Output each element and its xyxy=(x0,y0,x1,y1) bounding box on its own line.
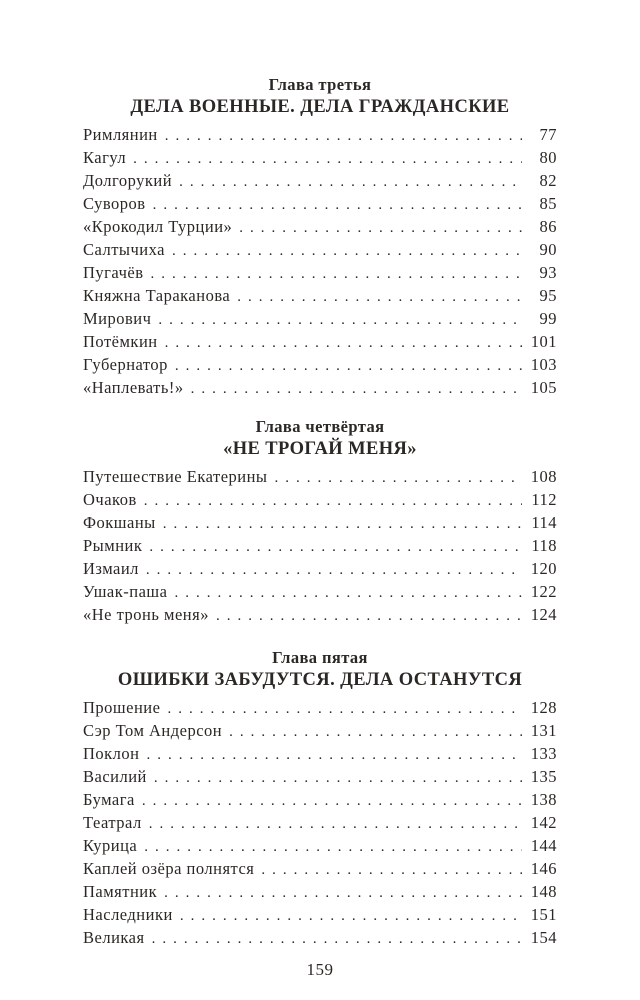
toc-entry-label: Губернатор xyxy=(83,355,168,374)
toc-entry-label: Долгорукий xyxy=(83,171,173,190)
toc-entry-page-number: 120 xyxy=(530,559,557,578)
chapter-heading: Глава пятая xyxy=(272,648,368,667)
dot-leader xyxy=(133,147,522,170)
toc-entry-page-number: 82 xyxy=(539,171,557,190)
dot-leader xyxy=(175,354,522,377)
toc-entry-label: Княжна Тараканова xyxy=(83,286,231,305)
table-of-contents xyxy=(83,75,557,950)
toc-entry-row xyxy=(83,308,557,331)
dot-leader xyxy=(191,377,522,400)
toc-entry-label: «Наплевать!» xyxy=(83,378,184,397)
dot-leader xyxy=(142,789,522,812)
toc-entry-row xyxy=(83,354,557,377)
toc-entry-label: Мирович xyxy=(83,309,152,328)
toc-entry-label: Бумага xyxy=(83,790,135,809)
toc-entry-page-number: 108 xyxy=(530,467,557,486)
toc-entry-row xyxy=(83,193,557,216)
toc-entry-label: Кагул xyxy=(83,148,127,167)
dot-leader xyxy=(149,812,522,835)
toc-entry-page-number: 95 xyxy=(539,286,557,305)
toc-entry-row xyxy=(83,743,557,766)
chapter-title: «НЕ ТРОГАЙ МЕНЯ» xyxy=(223,439,417,459)
toc-entry-list xyxy=(83,124,557,400)
toc-entry-label: Прошение xyxy=(83,698,161,717)
toc-entry-page-number: 131 xyxy=(530,721,557,740)
toc-entry-page-number: 118 xyxy=(531,536,557,555)
toc-entry-label: Измаил xyxy=(83,559,139,578)
toc-entry-row xyxy=(83,858,557,881)
toc-entry-page-number: 154 xyxy=(530,928,557,947)
toc-entry-row xyxy=(83,124,557,147)
toc-entry-row xyxy=(83,512,557,535)
toc-entry-page-number: 90 xyxy=(539,240,557,259)
toc-entry-list xyxy=(83,466,557,627)
toc-entry-page-number: 122 xyxy=(530,582,557,601)
dot-leader xyxy=(152,927,522,950)
toc-entry-label: Фокшаны xyxy=(83,513,156,532)
dot-leader xyxy=(146,558,522,581)
toc-entry-label: Путешествие Екатерины xyxy=(83,467,268,486)
dot-leader xyxy=(164,881,522,904)
toc-entry-label: Великая xyxy=(83,928,145,947)
toc-entry-row xyxy=(83,904,557,927)
toc-entry-row xyxy=(83,789,557,812)
toc-entry-row xyxy=(83,812,557,835)
toc-entry-page-number: 148 xyxy=(530,882,557,901)
toc-entry-row xyxy=(83,697,557,720)
toc-entry-row xyxy=(83,558,557,581)
toc-entry-row xyxy=(83,285,557,308)
toc-entry-label: «Не тронь меня» xyxy=(83,605,209,624)
dot-leader xyxy=(144,835,522,858)
dot-leader xyxy=(179,170,522,193)
toc-entry-label: Поклон xyxy=(83,744,140,763)
toc-entry-label: Ушак-паша xyxy=(83,582,168,601)
dot-leader xyxy=(167,697,522,720)
toc-entry-row xyxy=(83,170,557,193)
toc-entry-row xyxy=(83,881,557,904)
toc-entry-row xyxy=(83,147,557,170)
toc-entry-page-number: 112 xyxy=(531,490,557,509)
toc-entry-label: Театрал xyxy=(83,813,142,832)
toc-entry-label: Рымник xyxy=(83,536,143,555)
chapter-title: ДЕЛА ВОЕННЫЕ. ДЕЛА ГРАЖДАНСКИЕ xyxy=(130,97,510,117)
toc-section xyxy=(83,75,557,400)
toc-entry-row xyxy=(83,262,557,285)
toc-entry-page-number: 146 xyxy=(530,859,557,878)
toc-entry-label: Каплей озёра полнятся xyxy=(83,859,255,878)
toc-entry-page-number: 77 xyxy=(539,125,557,144)
toc-entry-label: Курица xyxy=(83,836,138,855)
toc-entry-page-number: 99 xyxy=(539,309,557,328)
toc-entry-row xyxy=(83,239,557,262)
dot-leader xyxy=(275,466,522,489)
toc-entry-page-number: 144 xyxy=(530,836,557,855)
toc-entry-page-number: 93 xyxy=(539,263,557,282)
toc-entry-row xyxy=(83,835,557,858)
toc-entry-row xyxy=(83,331,557,354)
toc-entry-row xyxy=(83,466,557,489)
dot-leader xyxy=(163,512,522,535)
dot-leader xyxy=(144,489,522,512)
toc-entry-page-number: 114 xyxy=(531,513,557,532)
dot-leader xyxy=(165,331,522,354)
toc-entry-page-number: 124 xyxy=(530,605,557,624)
toc-entry-page-number: 85 xyxy=(539,194,557,213)
dot-leader xyxy=(149,535,522,558)
chapter-heading: Глава четвёртая xyxy=(255,417,385,436)
dot-leader xyxy=(165,124,522,147)
toc-entry-page-number: 80 xyxy=(539,148,557,167)
dot-leader xyxy=(147,743,523,766)
toc-entry-label: Памятник xyxy=(83,882,158,901)
toc-entry-label: Пугачёв xyxy=(83,263,144,282)
toc-entry-page-number: 138 xyxy=(530,790,557,809)
toc-entry-label: Салтычиха xyxy=(83,240,165,259)
dot-leader xyxy=(158,308,522,331)
folio-page-number: 159 xyxy=(306,960,334,979)
dot-leader xyxy=(237,285,522,308)
toc-entry-page-number: 133 xyxy=(530,744,557,763)
dot-leader xyxy=(172,239,522,262)
toc-entry-label: Василий xyxy=(83,767,147,786)
toc-entry-label: Сэр Том Андерсон xyxy=(83,721,223,740)
toc-entry-list xyxy=(83,697,557,950)
toc-section xyxy=(83,648,557,950)
toc-entry-row xyxy=(83,766,557,789)
toc-entry-row xyxy=(83,927,557,950)
dot-leader xyxy=(153,193,522,216)
toc-entry-row xyxy=(83,581,557,604)
toc-entry-label: Наследники xyxy=(83,905,173,924)
toc-entry-page-number: 135 xyxy=(530,767,557,786)
dot-leader xyxy=(174,581,522,604)
page-footer xyxy=(0,959,640,981)
toc-section xyxy=(83,417,557,627)
toc-entry-page-number: 101 xyxy=(530,332,557,351)
dot-leader xyxy=(239,216,522,239)
toc-entry-page-number: 151 xyxy=(530,905,557,924)
toc-entry-row xyxy=(83,216,557,239)
toc-entry-row xyxy=(83,720,557,743)
dot-leader xyxy=(229,720,522,743)
chapter-title: ОШИБКИ ЗАБУДУТСЯ. ДЕЛА ОСТАНУТСЯ xyxy=(117,670,523,690)
dot-leader xyxy=(261,858,522,881)
chapter-heading: Глава третья xyxy=(268,75,372,94)
dot-leader xyxy=(151,262,522,285)
toc-entry-label: Римлянин xyxy=(83,125,158,144)
toc-entry-row xyxy=(83,489,557,512)
toc-entry-page-number: 142 xyxy=(530,813,557,832)
toc-entry-row xyxy=(83,604,557,627)
toc-entry-label: Суворов xyxy=(83,194,146,213)
toc-entry-label: Очаков xyxy=(83,490,137,509)
toc-entry-row xyxy=(83,535,557,558)
dot-leader xyxy=(180,904,522,927)
toc-entry-page-number: 128 xyxy=(530,698,557,717)
toc-entry-page-number: 103 xyxy=(530,355,557,374)
toc-entry-label: «Крокодил Турции» xyxy=(83,217,233,236)
dot-leader xyxy=(216,604,522,627)
toc-entry-page-number: 86 xyxy=(539,217,557,236)
dot-leader xyxy=(154,766,522,789)
toc-entry-page-number: 105 xyxy=(530,378,557,397)
toc-entry-row xyxy=(83,377,557,400)
toc-entry-label: Потёмкин xyxy=(83,332,158,351)
